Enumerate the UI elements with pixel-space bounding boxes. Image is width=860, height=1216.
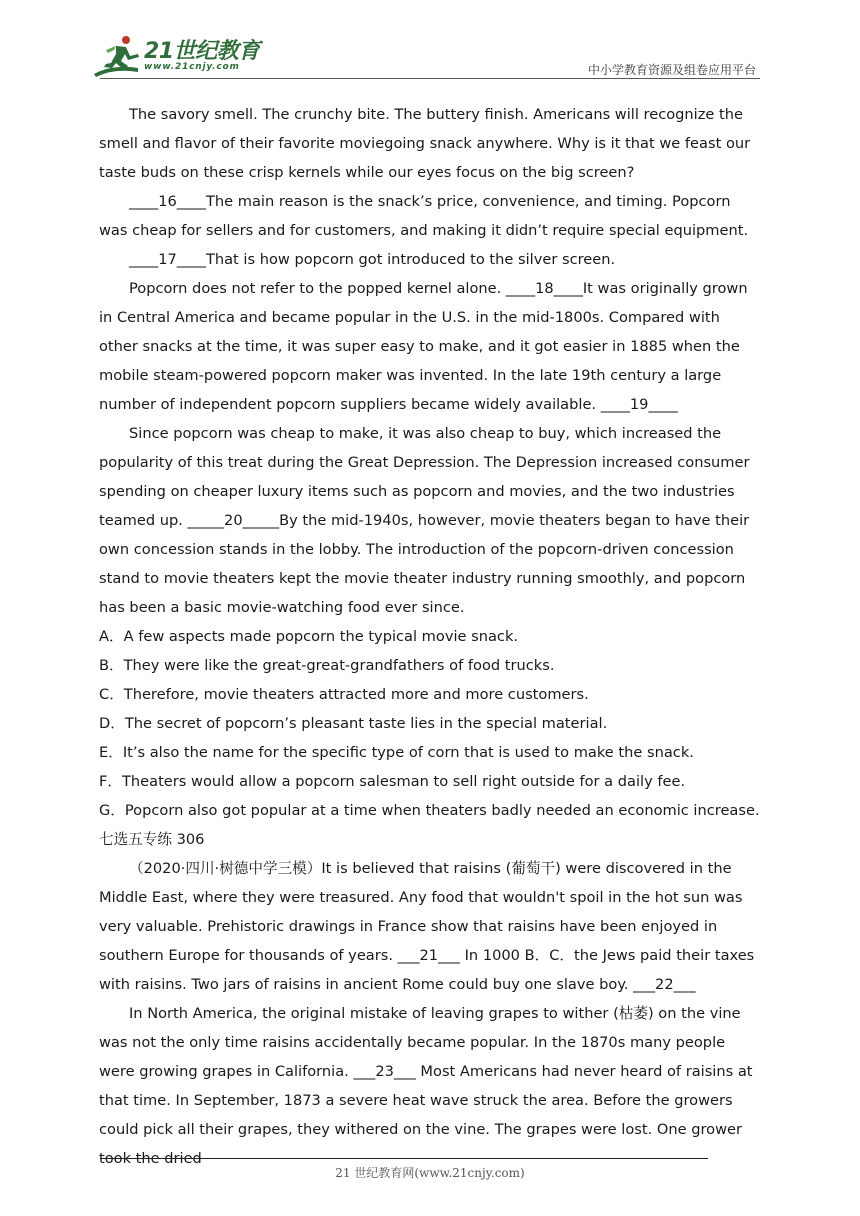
platform-title: 中小学教育资源及组卷应用平台 (587, 63, 756, 77)
footer-divider (100, 1158, 708, 1159)
paragraph-4 (99, 274, 763, 419)
option-c: C．Therefore, movie theaters attracted more and more customers. (99, 686, 589, 703)
paragraph-7-a: In North America, the original mistake of leaving grapes to wither (枯萎) on the vine was not the only time raisins accidentally became popular. In the 1870s many people were growing grapes in California. (99, 1005, 741, 1080)
paragraph-6 (99, 854, 763, 999)
blank-23: ___23___ (353, 1063, 416, 1080)
paragraph-3-text: That is how popcorn got introduced to the silver screen. (205, 251, 616, 268)
logo-url: www.21cnjy.com (144, 62, 240, 72)
paragraph-2 (99, 187, 763, 245)
option-b: B．They were like the great-great-grandfathers of food trucks. (99, 657, 555, 674)
site-logo[interactable] (92, 34, 262, 78)
option-g: G．Popcorn also got popular at a time when theaters badly needed an economic increase. (99, 802, 760, 819)
page-footer: 21 世纪教育网(www.21cnjy.com) (335, 1166, 525, 1180)
blank-16: ____16____ (129, 193, 206, 210)
option-f: F．Theaters would allow a popcorn salesman to sell right outside for a daily fee. (99, 773, 686, 790)
blank-17: ____17____ (129, 251, 206, 268)
document-body (99, 100, 763, 1173)
paragraph-7 (99, 999, 763, 1173)
paragraph-5-b: By the mid-1940s, however, movie theaters began to have their own concession stands in the lobby. The introduction of the popcorn-driven concession stand to movie theaters kept the movie theater industry running smoothly, and popcorn has been a basic movie-watching food ever since. (99, 512, 750, 616)
blank-22: ___22___ (633, 976, 696, 993)
paragraph-2-text: The main reason is the snack’s price, convenience, and timing. Popcorn was cheap for sellers and for customers, and making it didn’t require special equipment. (99, 193, 749, 239)
paragraph-1: The savory smell. The crunchy bite. The buttery finish. Americans will recognize the smell and flavor of their favorite moviegoing snack anywhere. Why is it that we feast our taste buds on these crisp kernels while our eyes focus on the big screen? (99, 106, 751, 181)
blank-19: ____19____ (600, 396, 678, 413)
page-header (0, 0, 860, 80)
logo-text: 21世纪教育 (144, 39, 260, 64)
blank-20: _____20_____ (187, 512, 280, 529)
blank-18: ____18____ (505, 280, 583, 297)
paragraph-4-a: Popcorn does not refer to the popped kernel alone. (129, 280, 506, 297)
paragraph-6-a: （2020·四川·树德中学三模）It is believed that raisins (葡萄干) were discovered in the Middle East, where they were treasured. Any food that wouldn't spoil in the hot sun was very valuable. Prehistoric drawings in France show that raisins have been enjoyed in southern Europe for thousands of years. (99, 860, 743, 964)
section-title: 七选五专练 306 (99, 831, 205, 848)
option-a: A．A few aspects made popcorn the typical movie snack. (99, 628, 519, 645)
paragraph-5 (99, 419, 763, 622)
option-e: E．It’s also the name for the specific type of corn that is used to make the snack. (99, 744, 694, 761)
paragraph-7-b: Most Americans had never heard of raisins at that time. In September, 1873 a severe heat wave struck the area. Before the growers could pick all their grapes, they withered on the vine. The grapes were lost. One grower took the dried (99, 1063, 753, 1167)
option-d: D．The secret of popcorn’s pleasant taste lies in the special material. (99, 715, 608, 732)
paragraph-4-b: It was originally grown in Central America and became popular in the U.S. in the mid-1800s. Compared with other snacks at the time, it was super easy to make, and it got easier in 1885 when the mobile steam-powered popcorn maker was invented. In the late 19th century a large number of independent popcorn suppliers became widely available. (99, 280, 748, 413)
paragraph-3 (99, 245, 763, 274)
blank-21: ___21___ (397, 947, 460, 964)
runner-logo-icon (92, 34, 144, 78)
paragraph-5-a: Since popcorn was cheap to make, it was also cheap to buy, which increased the popularity of this treat during the Great Depression. The Depression increased consumer spending on cheaper luxury items such as popcorn and movies, and the two industries teamed up. (99, 425, 750, 529)
header-divider (100, 78, 760, 79)
paragraph-6-b: In 1000 B．C．the Jews paid their taxes with raisins. Two jars of raisins in ancient Rome could buy one slave boy. (99, 947, 755, 993)
